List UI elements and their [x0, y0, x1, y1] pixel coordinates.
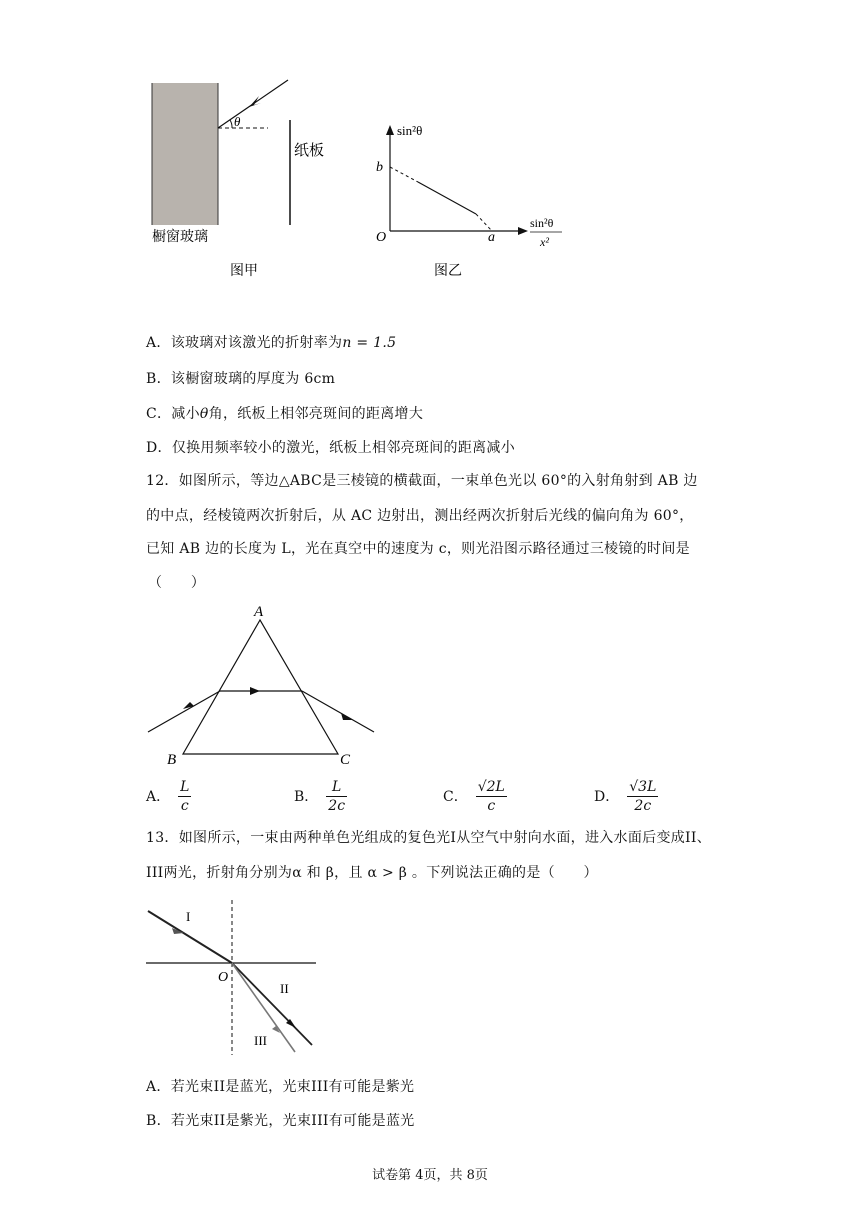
q12-option-a-fraction	[178, 778, 191, 815]
x-axis-arrow	[518, 227, 528, 235]
q12-stem-line2: 的中点，经棱镜两次折射后，从 AC 边射出，测出经两次折射后光线的偏向角为 60°，	[146, 508, 694, 524]
vertex-a-label: A	[254, 604, 264, 620]
beam-iii-label: III	[254, 1033, 267, 1048]
q11-option-c-suffix: 角，纸板上相邻亮斑间的距离增大	[208, 406, 424, 422]
q12-option-c-label: C．	[443, 788, 468, 805]
caption-yi: 图乙	[434, 263, 462, 279]
q11-option-a-text: A．该玻璃对该激光的折射率为	[146, 335, 343, 351]
y-axis-label: sin²θ	[397, 123, 423, 138]
paper-board-label: 纸板	[294, 141, 325, 159]
figure-yi	[370, 115, 590, 285]
q12-option-a-den: c	[180, 798, 189, 814]
q12-option-a	[146, 778, 191, 815]
origin-label: O	[376, 230, 387, 245]
q11-option-b: B．该橱窗玻璃的厚度为 6cm	[146, 371, 336, 387]
b-label: b	[376, 160, 383, 175]
q12-option-d	[594, 778, 658, 815]
q12-option-d-den: 2c	[634, 798, 652, 814]
vertex-c-label: C	[340, 752, 351, 768]
prism-triangle	[183, 620, 338, 754]
q11-option-a-formula: n = 1.5	[342, 335, 397, 351]
page-footer: 试卷第 4页，共 8页	[372, 1168, 488, 1183]
q13-stem-line2: III两光，折射角分别为α 和 β，且 α > β 。下列说法正确的是（ ）	[146, 865, 598, 881]
q12-answer-bracket: （ ）	[148, 575, 206, 591]
q11-option-d: D．仅换用频率较小的激光，纸板上相邻亮斑间的距离减小	[146, 440, 516, 456]
figure-jia	[140, 75, 350, 285]
q12-option-d-num: √3L	[629, 779, 657, 795]
q12-option-b-num: L	[326, 778, 347, 797]
ray-incoming	[148, 691, 220, 732]
q13-option-b: B．若光束II是紫光，光束III有可能是蓝光	[146, 1113, 415, 1129]
q11-option-a	[146, 332, 396, 352]
beam-i-label: I	[186, 909, 191, 924]
q12-stem-line1: 12．如图所示，等边△ABC是三棱镜的横截面，一束单色光以 60°的入射角射到 AB 边	[146, 473, 698, 489]
q13-stem-line1: 13．如图所示，一束由两种单色光组成的复色光I从空气中射向水面，进入水面后变成II、	[146, 830, 712, 846]
glass-label: 橱窗玻璃	[152, 229, 208, 245]
graph-line-dashed-end	[476, 214, 492, 231]
q12-option-b-den: 2c	[328, 798, 346, 814]
refraction-figure	[140, 895, 330, 1065]
q11-option-c-theta: θ	[199, 406, 209, 422]
origin-o-label: O	[218, 970, 229, 985]
theta-label: θ	[234, 114, 241, 129]
caption-jia: 图甲	[230, 263, 258, 279]
q12-option-b-label: B．	[294, 788, 319, 805]
vertex-b-label: B	[167, 752, 177, 768]
x-axis-label-den: x²	[540, 235, 549, 249]
incident-ray-arrow	[249, 96, 261, 107]
prism-figure	[140, 598, 390, 770]
ray-inside-arrow	[250, 687, 260, 695]
y-axis-arrow	[386, 125, 394, 135]
x-axis-label-num: sin²θ	[530, 216, 554, 230]
q12-option-d-label: D．	[594, 788, 620, 805]
window-glass	[152, 83, 218, 225]
q12-option-c-fraction	[476, 778, 507, 815]
q12-option-c-num: √2L	[477, 779, 505, 795]
q12-option-c-den: c	[487, 798, 496, 814]
q12-stem-line3: 已知 AB 边的长度为 L，光在真空中的速度为 c，则光沿图示路径通过三棱镜的时间是	[146, 541, 690, 557]
theta-arc	[230, 120, 232, 128]
q13-option-a: A．若光束II是蓝光，光束III有可能是紫光	[146, 1079, 415, 1095]
graph-line-dashed	[390, 167, 418, 182]
q12-option-a-label: A．	[146, 788, 171, 805]
ray-incoming-arrow	[183, 702, 194, 709]
beam-ii-label: II	[280, 981, 289, 996]
q12-option-b-fraction	[326, 778, 347, 815]
beam-ii	[232, 963, 312, 1045]
q11-option-c-prefix: C．减小	[146, 406, 200, 422]
q11-option-c	[146, 403, 423, 423]
q12-option-b	[294, 778, 347, 815]
a-label: a	[488, 230, 495, 245]
graph-line	[418, 182, 476, 214]
q12-option-c	[443, 778, 507, 815]
q12-option-d-fraction	[627, 778, 658, 815]
q12-option-a-num: L	[180, 779, 190, 795]
